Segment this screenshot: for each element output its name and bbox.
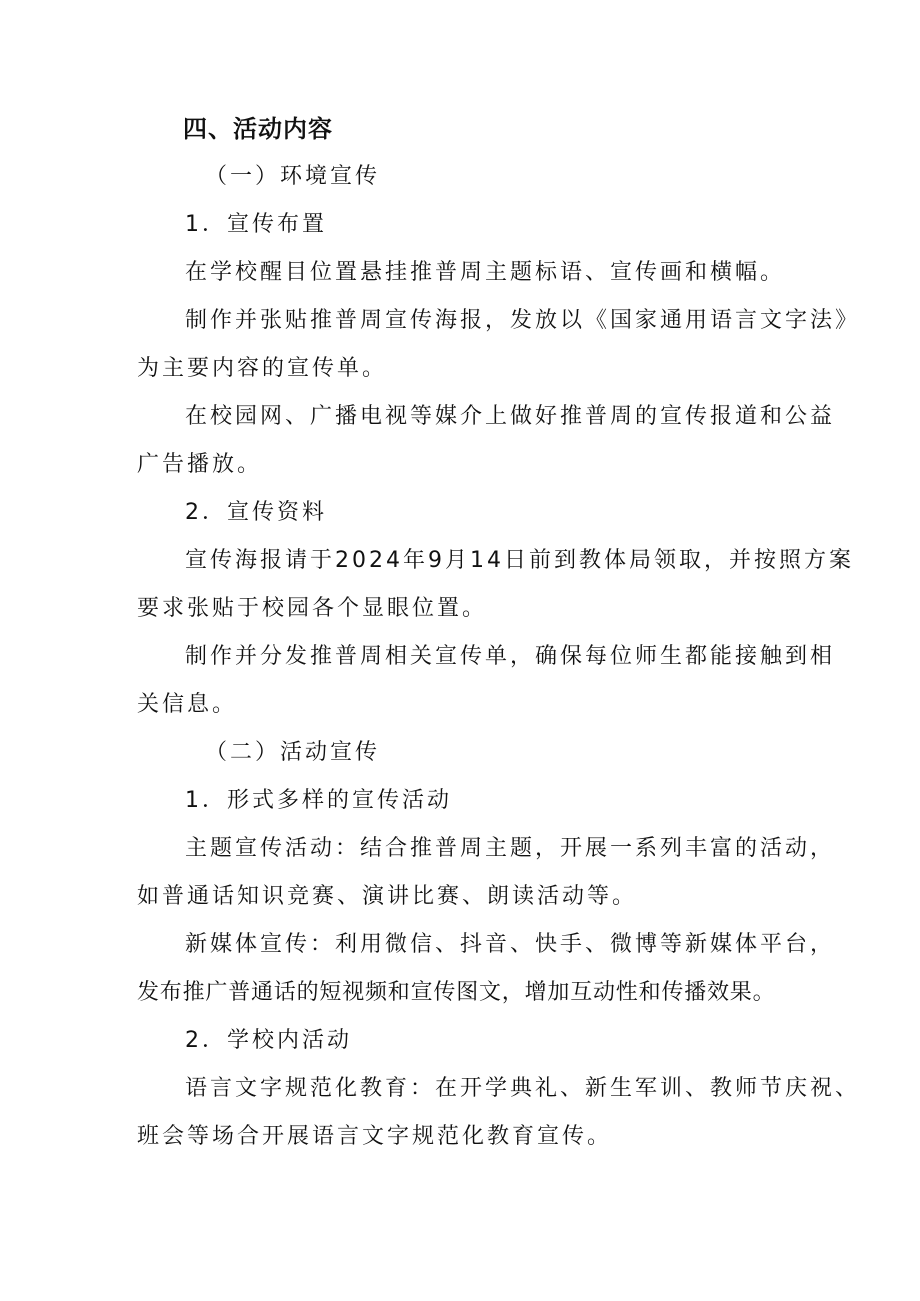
paragraph-line: 发布推广普通话的短视频和宣传图文，增加互动性和传播效果。: [137, 980, 776, 1005]
item-heading-publicity-materials: 2．宣传资料: [185, 500, 327, 525]
subsection-heading-activities: （二）活动宣传: [205, 740, 381, 765]
paragraph-line: 制作并张贴推普周宣传海报，发放以《国家通用语言文字法》: [185, 308, 861, 333]
paragraph-line: 为主要内容的宣传单。: [137, 356, 388, 381]
paragraph-line: 宣传海报请于2024年9月14日前到教体局领取，并按照方案: [185, 548, 854, 573]
section-title: 四、活动内容: [183, 115, 333, 143]
paragraph-line: 在校园网、广播电视等媒介上做好推普周的宣传报道和公益: [185, 404, 836, 429]
paragraph-line: 新媒体宣传：利用微信、抖音、快手、微博等新媒体平台，: [185, 932, 836, 957]
paragraph-line: 要求张贴于校园各个显眼位置。: [137, 596, 488, 621]
item-heading-school-activities: 2．学校内活动: [185, 1028, 352, 1053]
paragraph-line: 广告播放。: [137, 452, 263, 477]
item-heading-diverse-activities: 1．形式多样的宣传活动: [185, 788, 452, 813]
paragraph-line: 主题宣传活动：结合推普周主题，开展一系列丰富的活动，: [185, 836, 836, 861]
item-heading-publicity-layout: 1．宣传布置: [185, 212, 327, 237]
paragraph-line: 班会等场合开展语言文字规范化教育宣传。: [137, 1124, 613, 1149]
paragraph-line: 制作并分发推普周相关宣传单，确保每位师生都能接触到相: [185, 644, 836, 669]
paragraph-line: 关信息。: [137, 692, 238, 717]
paragraph-line: 语言文字规范化教育：在开学典礼、新生军训、教师节庆祝、: [185, 1076, 861, 1101]
paragraph-line: 如普通话知识竞赛、演讲比赛、朗读活动等。: [137, 884, 638, 909]
subsection-heading-environment: （一）环境宣传: [205, 164, 381, 189]
paragraph-line: 在学校醒目位置悬挂推普周主题标语、宣传画和横幅。: [185, 260, 786, 285]
